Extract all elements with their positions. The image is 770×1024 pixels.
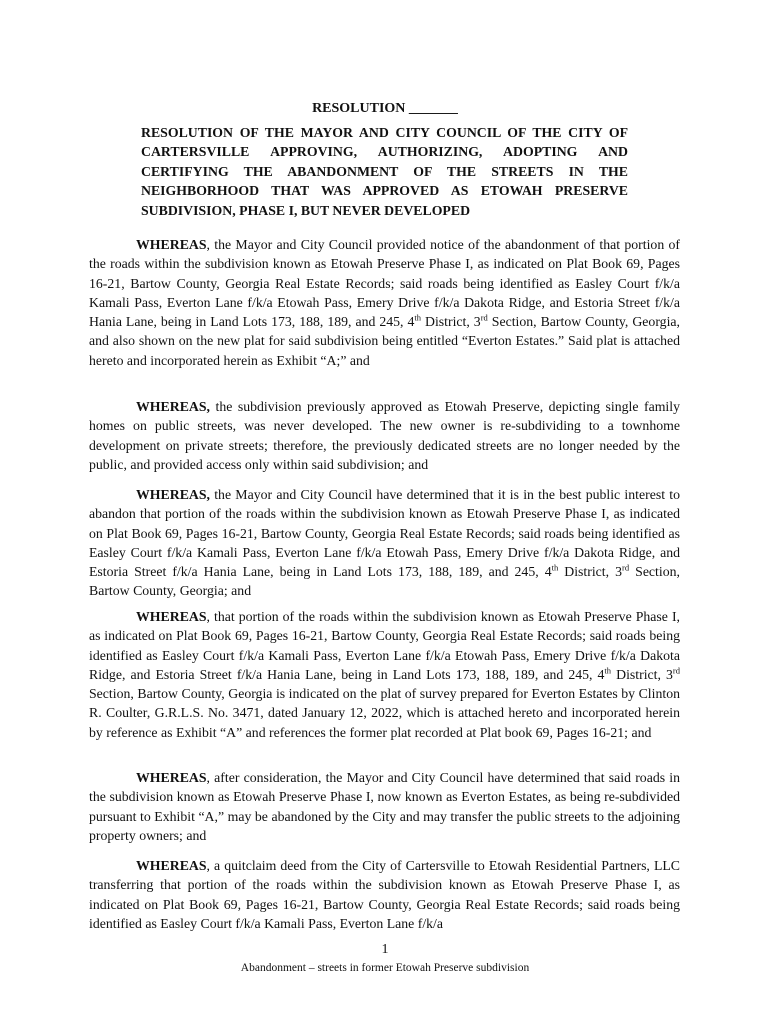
paragraph-text: Section, Bartow County, Georgia, and also shown on the new plat for said subdivision being entitled “Everton Estates.” Said plat is attached hereto and incorporated herein as Exhibit “A;” and [89,314,680,368]
resolution-title: RESOLUTION _______ [312,101,458,116]
ordinal-suffix: rd [672,665,680,676]
paragraph-text: District, 3 [611,666,673,682]
whereas-label: WHEREAS [136,858,207,873]
whereas-paragraph-2 [89,397,680,474]
paragraph-text: , after consideration, the Mayor and City Council have determined that said roads in the subdivision known as Etowah Preserve Phase I, now known as Everton Estates, as being re-subdivided pursuant to Exhibit “A,” may be abandoned by the City and may transfer the public streets to the adjoining property owners; and [89,770,680,843]
paragraph-text: , the Mayor and City Council provided notice of the abandonment of that portion of the roads within the subdivision known as Etowah Preserve Phase I, as indicated on Plat Book 69, Pages 16-21, Bartow County, Georgia Real Estate Records; said roads being identified as Easley Court f/k/a Kamali Pass, Everton Lane f/k/a Etowah Pass, Emery Drive f/k/a Dakota Ridge, and Estoria Street f/k/a Hania Lane, being in Land Lots 173, 188, 189, and 245, 4 [89,237,680,330]
whereas-paragraph-3 [89,485,680,601]
whereas-label: WHEREAS, [136,487,210,502]
ordinal-suffix: th [551,562,559,573]
paragraph-text: the Mayor and City Council have determined that it is in the best public interest to abandon that portion of the roads within the subdivision known as Etowah Preserve Phase I, as indicated on Plat Book 69, Pages 16-21, Bartow County, Georgia Real Estate Records; said roads being identified as Easley Court f/k/a Kamali Pass, Everton Lane f/k/a Etowah Pass, Emery Drive f/k/a Dakota Ridge, and Estoria Street f/k/a Hania Lane, being in Land Lots 173, 188, 189, and 245, 4 [89,487,680,580]
paragraph-text: , a quitclaim deed from the City of Cartersville to Etowah Residential Partners, LLC transferring that portion of the roads within the subdivision known as Etowah Preserve Phase I, as indicated on Plat Book 69, Pages 16-21, Bartow County, Georgia Real Estate Records; said roads being identified as Easley Court f/k/a Kamali Pass, Everton Lane f/k/a [89,858,680,931]
page-number: 1 [381,942,389,957]
paragraph-text: the subdivision previously approved as Etowah Preserve, depicting single family homes on public streets, was never developed. The new owner is re-subdividing to a townhome development on private streets; therefore, the previously dedicated streets are no longer needed by the public, and provided access only within said subdivision; and [89,399,680,472]
whereas-paragraph-6 [89,856,680,933]
ordinal-suffix: rd [480,312,488,323]
whereas-label: WHEREAS [136,770,207,785]
paragraph-text: Section, Bartow County, Georgia; and [89,564,680,599]
resolution-heading: RESOLUTION OF THE MAYOR AND CITY COUNCIL OF THE CITY OF CARTERSVILLE APPROVING, AUTHORIZING, ADOPTING AND CERTIFYING THE ABANDONMENT OF THE STREETS IN THE NEIGHBORHOOD THAT WAS APPROVED AS ETOWAH PRESERVE SUBDIVISION, PHASE I, BUT NEVER DEVELOPED [141,125,628,218]
ordinal-suffix: th [414,312,422,323]
whereas-label: WHEREAS [136,609,207,624]
whereas-label: WHEREAS, [136,399,210,414]
paragraph-text: District, 3 [421,314,481,330]
paragraph-text: , that portion of the roads within the subdivision known as Etowah Preserve Phase I, as indicated on Plat Book 69, Pages 16-21, Bartow County, Georgia Real Estate Records; said roads being identified as Easley Court f/k/a Kamali Pass, Everton Lane f/k/a Etowah Pass, Emery Drive f/k/a Dakota Ridge, and Estoria Street f/k/a Hania Lane, being in Land Lots 173, 188, 189, and 245, 4 [89,609,680,682]
paragraph-text: District, 3 [558,564,623,580]
whereas-paragraph-5 [89,768,680,845]
paragraph-text: Section, Bartow County, Georgia is indicated on the plat of survey prepared for Everton Estates by Clinton R. Coulter, G.R.L.S. No. 3471, dated January 12, 2022, which is attached hereto and incorporated herein by reference as Exhibit “A” and references the former plat recorded at Plat book 69, Pages 16-21; and [89,686,680,740]
ordinal-suffix: rd [622,562,630,573]
whereas-label: WHEREAS [136,237,207,252]
ordinal-suffix: th [604,665,612,676]
whereas-paragraph-1 [89,235,680,370]
page-footer: Abandonment – streets in former Etowah Preserve subdivision [240,962,530,974]
whereas-paragraph-4 [89,607,680,742]
